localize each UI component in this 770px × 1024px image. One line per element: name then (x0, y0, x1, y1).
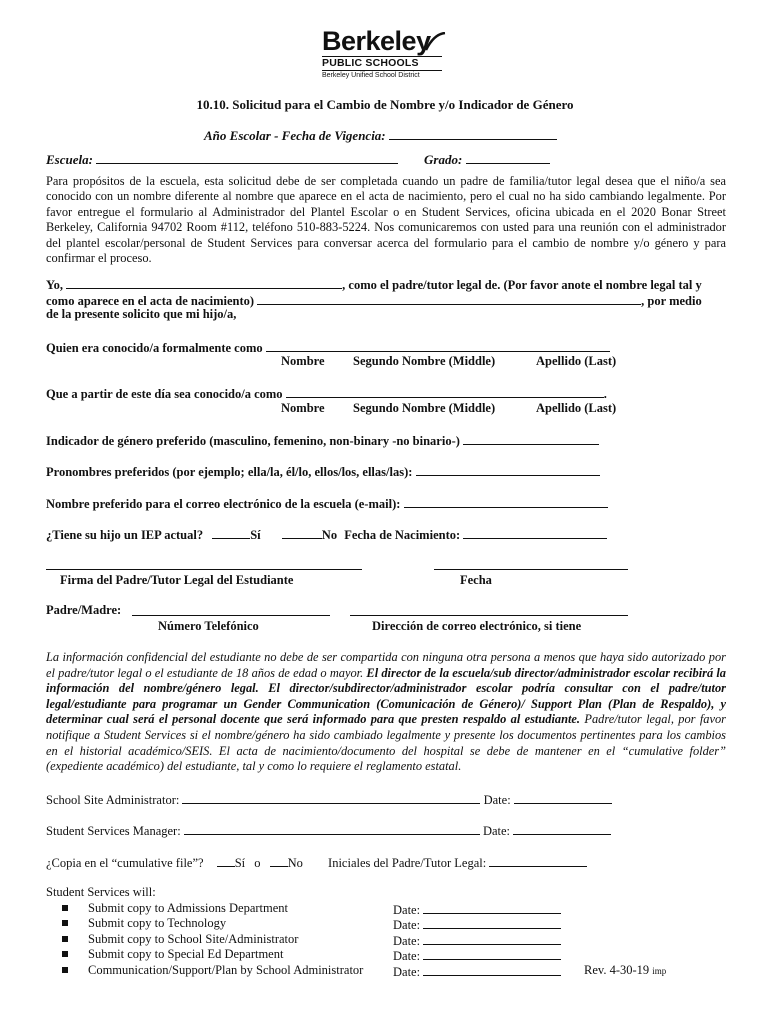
task-date-field[interactable] (423, 901, 561, 914)
confidential-p3: Padre/tutor legal, por favor notifique a Student Services si el nombre/género ha sido cambiado legalmente y presente los documentos pertinentes para los cambios en el historial académico/SEIS. El acta de nacimiento/documento del hospital se debe de mantener en el “cumulative folder” (expediente académico) del estudiante, tal y como lo requiere el reglamento estatal. (46, 712, 726, 774)
list-item (62, 963, 363, 978)
dob-field[interactable] (463, 526, 607, 539)
task-label: Submit copy to Admissions Department (88, 901, 288, 915)
confidential-p1: La información confidencial del estudiante no debe de ser compartida con ninguna otra persona a menos que haya sido autorizado por el padre/tutor legal o el estudiante de 18 años de edad o mayor. (46, 650, 726, 680)
task-date-row (393, 963, 561, 980)
task-label: Submit copy to School Site/Administrator (88, 932, 299, 946)
phone-label: Número Telefónico (158, 619, 259, 633)
email-line[interactable] (350, 615, 628, 616)
logo-district: Berkeley Unified School District (322, 72, 420, 79)
services-mgr-field[interactable] (184, 822, 480, 835)
formerly-known-row (46, 339, 610, 356)
school-label: Escuela: (46, 152, 93, 167)
copy-row (46, 854, 587, 871)
bullet-icon (62, 936, 68, 942)
name-col-first-1: Nombre (281, 354, 325, 368)
intro-paragraph: Para propósitos de la escuela, esta solicitud debe de ser completada cuando un padre de familia/tutor legal desea que el niño/a sea conocido con un nombre diferente al nombre que aparece en el acta de nacimiento, pero el cual no ha sido cambiando legalmente. Por favor entregue el formulario al Administrador del Plantel Escolar o en Student Services, oficina ubicada en el 2020 Bonar Street Berkeley, California 94702 Room #112, teléfono 510-883-5224. Nos comunicaremos con usted para una reunión con el administrador del plantel escolar/personal de Student Services para conversar acerca del formulario para el cambio de nombre y/o género y para confirmar el proceso. (46, 174, 726, 266)
services-mgr-row (46, 822, 611, 839)
email-name-field[interactable] (404, 495, 608, 508)
revision-note (584, 963, 666, 978)
site-admin-date-label: Date: (483, 793, 511, 807)
list-item (62, 916, 226, 931)
pronouns-label: Pronombres preferidos (por ejemplo; ella/la, él/lo, ellos/los, ellas/las): (46, 465, 413, 479)
grade-label: Grado: (424, 152, 463, 167)
services-mgr-date-label: Date: (482, 824, 511, 838)
from-today-label: Que a partir de este día sea conocido/a como (46, 387, 283, 401)
statement-line-3: de la presente solicito que mi hijo/a, (46, 307, 237, 321)
copy-si-label: Sí (234, 856, 246, 870)
name-col-middle-1: Segundo Nombre (Middle) (353, 354, 496, 368)
task-label: Submit copy to Technology (88, 916, 227, 930)
copy-si-field[interactable] (217, 854, 235, 867)
task-label: Communication/Support/Plan by School Administrator (88, 963, 364, 977)
gender-indicator-label: Indicador de género preferido (masculino, femenino, non-binary -no binario-) (46, 434, 460, 448)
school-year-row (204, 127, 557, 144)
copy-o-text: o (254, 856, 261, 870)
confidential-paragraph (46, 650, 726, 775)
site-admin-field[interactable] (182, 791, 480, 804)
logo-title: Berkeley (322, 26, 431, 56)
email-name-label: Nombre preferido para el correo electrónico de la escuela (e-mail): (46, 497, 401, 511)
revision-suffix: imp (652, 966, 667, 976)
signature-line[interactable] (46, 569, 362, 570)
school-row (46, 151, 398, 168)
services-mgr-label: Student Services Manager: (46, 824, 181, 838)
bullet-icon (62, 920, 68, 926)
as-guardian-text: , como el padre/tutor legal de. (Por favor anote el nombre legal tal y (342, 278, 702, 292)
birth-cert-text: como aparece en el acta de nacimiento) (46, 294, 255, 308)
confidential-p2: El director de la escuela/sub director/administrador escolar recibirá la información del nombre/género legal. El director/subdirector/administrador escolar podría consultar con el padre/tutor legal/estudiante para programar un Gender Communication (Comunicación de Género)/ Support Plan (Plan de Respaldo), y determinar cual será el personal docente que será informado para que presten respaldo al estudiante. (46, 665, 727, 727)
site-admin-label: School Site Administrator: (46, 793, 180, 807)
statement-line-1 (46, 276, 702, 293)
copy-no-label: No (287, 856, 303, 870)
task-date-label: Date: (393, 934, 421, 948)
gender-indicator-field[interactable] (463, 432, 599, 445)
site-admin-date-field[interactable] (514, 791, 612, 804)
logo-swoosh (424, 32, 446, 57)
site-admin-row (46, 791, 612, 808)
logo-subtitle-box (322, 56, 442, 71)
iep-row (46, 526, 607, 543)
task-date-label: Date: (393, 903, 421, 917)
revision-text: Rev. 4-30-19 (584, 963, 650, 977)
grade-field[interactable] (466, 151, 550, 164)
task-date-field[interactable] (423, 963, 561, 976)
bullet-icon (62, 905, 68, 911)
former-name-field[interactable] (266, 339, 610, 352)
guardian-name-field[interactable] (66, 276, 342, 289)
task-date-field[interactable] (423, 947, 561, 960)
phone-line[interactable] (132, 615, 330, 616)
task-date-label: Date: (393, 918, 421, 932)
iep-yes-label: Sí (250, 528, 261, 542)
dob-label: Fecha de Nacimiento: (344, 528, 461, 542)
task-label: Submit copy to Special Ed Department (88, 947, 284, 961)
task-date-row (393, 916, 561, 933)
page-title: 10.10. Solicitud para el Cambio de Nombre y/o Indicador de Género (196, 97, 574, 112)
signature-label: Firma del Padre/Tutor Legal del Estudiante (60, 573, 294, 587)
copy-no-field[interactable] (270, 854, 288, 867)
signature-date-label: Fecha (460, 573, 492, 587)
from-today-row: Que a partir de este día sea conocido/a como . (46, 387, 607, 401)
formerly-known-label: Quien era conocido/a formalmente como (46, 341, 263, 355)
task-date-label: Date: (393, 949, 421, 963)
school-year-label: Año Escolar - Fecha de Vigencia: (204, 128, 386, 143)
list-item (62, 932, 298, 947)
legal-name-field[interactable] (257, 292, 641, 305)
list-item (62, 947, 283, 962)
email-name-row (46, 495, 608, 512)
services-mgr-date-field[interactable] (513, 822, 611, 835)
task-date-field[interactable] (423, 916, 561, 929)
name-col-first-2: Nombre (281, 401, 325, 415)
name-col-last-2: Apellido (Last) (536, 401, 617, 415)
yo-label: Yo, (46, 278, 64, 292)
bullet-icon (62, 967, 68, 973)
signature-date-line[interactable] (434, 569, 628, 570)
school-field[interactable] (96, 151, 398, 164)
name-col-last-1: Apellido (Last) (536, 354, 617, 368)
by-means-text: , por medio (641, 294, 702, 308)
pronouns-row (46, 463, 600, 480)
bullet-icon (62, 951, 68, 957)
copy-question: ¿Copia en el “cumulative file”? (46, 856, 204, 870)
logo-subtitle: PUBLIC SCHOOLS (322, 57, 419, 69)
initials-field[interactable] (489, 854, 587, 867)
school-year-field[interactable] (389, 127, 557, 140)
task-date-row (393, 947, 561, 964)
task-date-field[interactable] (423, 932, 561, 945)
grade-row (424, 151, 550, 168)
pronouns-field[interactable] (416, 463, 600, 476)
services-will-label: Student Services will: (46, 885, 156, 899)
list-item (62, 901, 288, 916)
initials-label: Iniciales del Padre/Tutor Legal: (328, 856, 487, 870)
iep-no-label: No (321, 528, 338, 542)
berkeley-logo (320, 28, 448, 80)
name-col-middle-2: Segundo Nombre (Middle) (353, 401, 496, 415)
gender-indicator-row (46, 432, 599, 449)
email-label: Dirección de correo electrónico, si tiene (372, 619, 582, 633)
parent-label: Padre/Madre: (46, 603, 122, 617)
iep-yes-field[interactable] (212, 526, 250, 539)
task-date-label: Date: (393, 965, 421, 979)
new-name-field[interactable] (286, 385, 604, 398)
iep-no-field[interactable] (282, 526, 322, 539)
iep-question: ¿Tiene su hijo un IEP actual? (46, 528, 204, 542)
